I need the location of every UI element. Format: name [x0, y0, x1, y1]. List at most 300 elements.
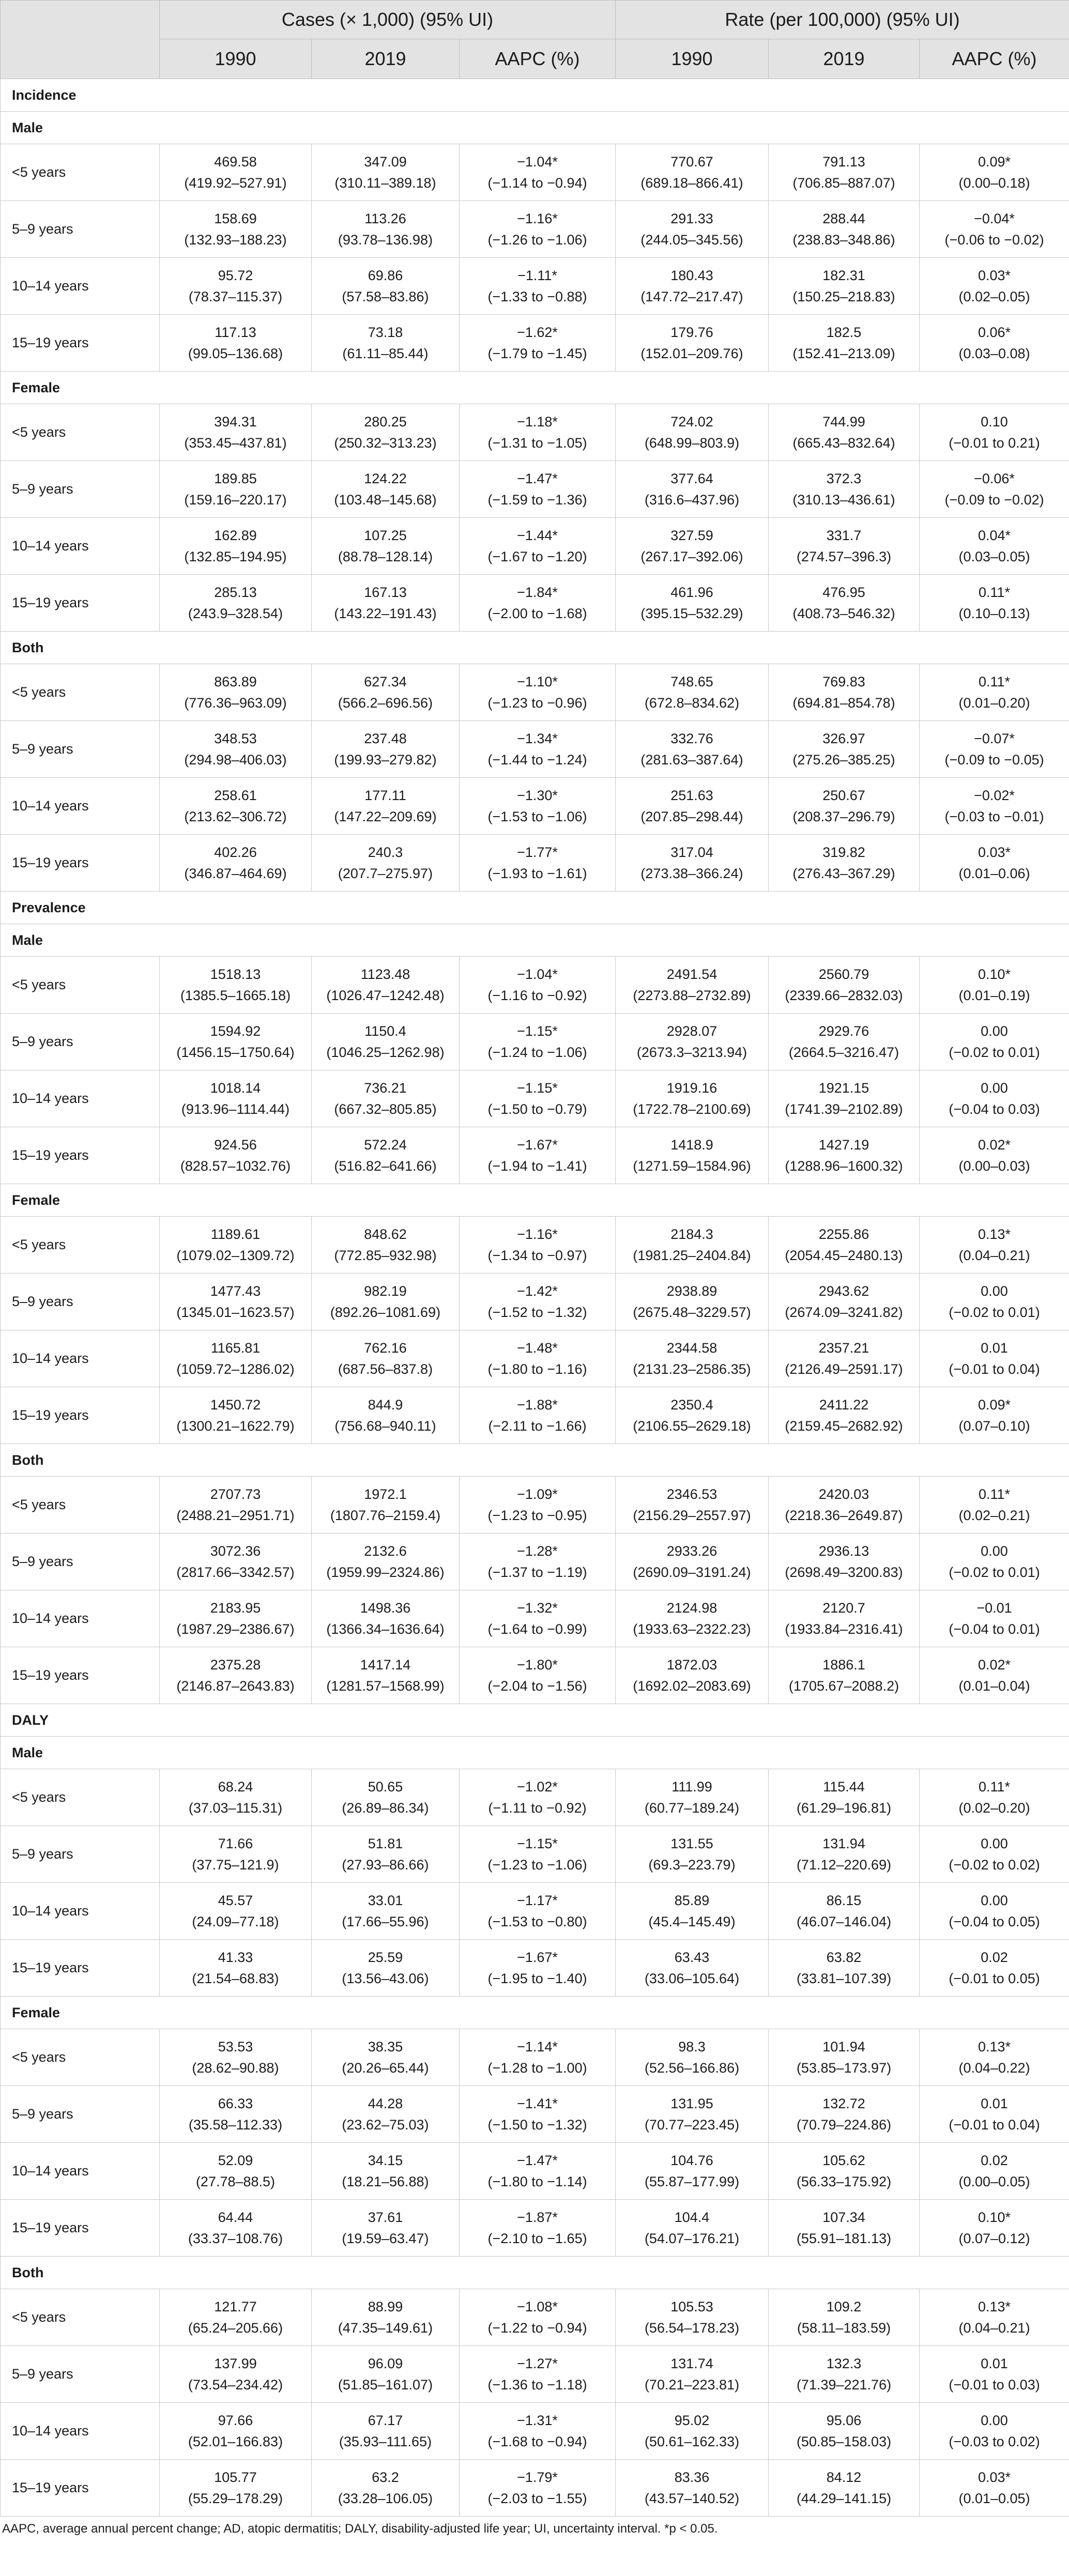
point-estimate: 137.99 — [214, 2355, 257, 2371]
uncertainty-interval: (71.39–221.76) — [796, 2376, 892, 2393]
value-cell — [920, 518, 1069, 575]
point-estimate: 736.21 — [364, 1080, 407, 1096]
point-estimate: 2346.53 — [666, 1486, 717, 1502]
table-row — [1, 2200, 1069, 2257]
uncertainty-interval: (43.57–140.52) — [644, 2490, 740, 2506]
point-estimate: 0.09* — [978, 154, 1011, 170]
value-cell — [160, 315, 312, 372]
uncertainty-interval: (2131.23–2586.35) — [633, 1361, 751, 1377]
uncertainty-interval: (17.66–55.96) — [342, 1913, 429, 1929]
uncertainty-interval: (353.45–437.81) — [184, 435, 287, 451]
uncertainty-interval: (0.02–0.20) — [958, 1800, 1030, 1816]
value-cell — [312, 1127, 460, 1184]
point-estimate: 2928.07 — [666, 1023, 717, 1039]
point-estimate: 288.44 — [822, 210, 865, 226]
value-cell — [769, 461, 920, 518]
value-cell — [920, 2460, 1069, 2517]
point-estimate: 1189.61 — [210, 1226, 261, 1242]
table-row — [1, 1477, 1069, 1534]
subheader-cases-aapc: AAPC (%) — [460, 39, 616, 79]
value-cell — [616, 1769, 769, 1826]
point-estimate: 67.17 — [368, 2412, 403, 2428]
point-estimate: 2120.7 — [822, 1600, 865, 1616]
value-cell — [920, 1647, 1069, 1704]
value-cell — [616, 461, 769, 518]
value-cell — [616, 1014, 769, 1070]
age-label: 15–19 years — [1, 1127, 160, 1184]
value-cell — [160, 2086, 312, 2143]
uncertainty-interval: (28.62–90.88) — [192, 2060, 279, 2076]
uncertainty-interval: (1705.67–2088.2) — [788, 1678, 899, 1694]
table-row — [1, 1217, 1069, 1274]
point-estimate: 0.02* — [978, 1137, 1011, 1153]
value-cell — [160, 201, 312, 258]
uncertainty-interval: (56.54–178.23) — [644, 2320, 740, 2336]
point-estimate: 105.53 — [670, 2298, 713, 2314]
point-estimate: −1.14* — [517, 2038, 558, 2054]
value-cell — [920, 1826, 1069, 1883]
uncertainty-interval: (18.21–56.88) — [342, 2173, 429, 2189]
value-cell — [616, 1647, 769, 1704]
value-cell — [769, 1070, 920, 1127]
age-label: 10–14 years — [1, 1070, 160, 1127]
point-estimate: 0.13* — [978, 2038, 1011, 2054]
point-estimate: 96.09 — [368, 2355, 403, 2371]
point-estimate: 1477.43 — [210, 1283, 261, 1299]
uncertainty-interval: (−1.26 to −1.06) — [487, 232, 587, 248]
value-cell — [460, 1014, 616, 1070]
value-cell — [920, 1274, 1069, 1330]
value-cell — [160, 664, 312, 721]
value-cell — [920, 2086, 1069, 2143]
point-estimate: 0.13* — [978, 1226, 1011, 1242]
uncertainty-interval: (687.56–837.8) — [338, 1361, 433, 1377]
uncertainty-interval: (51.85–161.07) — [338, 2376, 433, 2393]
point-estimate: 53.53 — [218, 2038, 253, 2054]
value-cell — [920, 404, 1069, 461]
point-estimate: 0.00 — [981, 2412, 1008, 2428]
point-estimate: 2491.54 — [666, 966, 717, 982]
point-estimate: −1.77* — [517, 844, 558, 860]
uncertainty-interval: (52.56–166.86) — [644, 2060, 740, 2076]
value-cell — [312, 664, 460, 721]
value-cell — [616, 2289, 769, 2346]
value-cell — [460, 575, 616, 632]
point-estimate: 1518.13 — [210, 966, 261, 982]
point-estimate: 113.26 — [364, 210, 406, 226]
group-row — [1, 924, 1069, 957]
point-estimate: 131.94 — [822, 1835, 865, 1851]
age-label: 15–19 years — [1, 2460, 160, 2517]
value-cell — [460, 518, 616, 575]
uncertainty-interval: (58.11–183.59) — [797, 2320, 891, 2336]
table-row — [1, 2289, 1069, 2346]
table-row — [1, 721, 1069, 778]
uncertainty-interval: (−0.01 to 0.21) — [949, 435, 1040, 451]
uncertainty-interval: (1959.99–2324.86) — [326, 1564, 445, 1580]
point-estimate: 240.3 — [368, 844, 403, 860]
point-estimate: 104.4 — [674, 2209, 710, 2225]
age-label: 10–14 years — [1, 2143, 160, 2200]
uncertainty-interval: (0.03–0.05) — [958, 548, 1030, 564]
point-estimate: −1.15* — [517, 1080, 558, 1096]
uncertainty-interval: (2126.49–2591.17) — [785, 1361, 903, 1377]
point-estimate: 45.57 — [218, 1892, 253, 1908]
group-label: Both — [1, 1444, 1069, 1477]
point-estimate: 107.25 — [364, 527, 407, 543]
table-row — [1, 2460, 1069, 2517]
point-estimate: −1.09* — [517, 1486, 558, 1502]
point-estimate: 73.18 — [368, 324, 403, 340]
table-row — [1, 144, 1069, 201]
point-estimate: 348.53 — [214, 730, 257, 746]
value-cell — [312, 1826, 460, 1883]
table-row — [1, 1826, 1069, 1883]
value-cell — [769, 2029, 920, 2086]
value-cell — [616, 2460, 769, 2517]
age-label: <5 years — [1, 664, 160, 721]
point-estimate: −1.15* — [517, 1023, 558, 1039]
uncertainty-interval: (21.54–68.83) — [192, 1970, 279, 1986]
value-cell — [920, 2143, 1069, 2200]
value-cell — [769, 2403, 920, 2460]
section-label: Prevalence — [1, 892, 1069, 924]
uncertainty-interval: (−2.11 to −1.66) — [488, 1418, 587, 1434]
value-cell — [312, 1534, 460, 1590]
point-estimate: 2936.13 — [818, 1543, 869, 1559]
point-estimate: 63.2 — [372, 2469, 399, 2485]
uncertainty-interval: (1366.34–1636.64) — [326, 1621, 445, 1637]
uncertainty-interval: (−0.02 to 0.01) — [949, 1564, 1040, 1580]
uncertainty-interval: (−1.95 to −1.40) — [487, 1970, 587, 1986]
value-cell — [769, 1940, 920, 1997]
point-estimate: 2411.22 — [819, 1397, 869, 1413]
point-estimate: 2943.62 — [818, 1283, 869, 1299]
uncertainty-interval: (152.41–213.09) — [792, 345, 895, 361]
point-estimate: −1.47* — [517, 470, 558, 486]
point-estimate: 68.24 — [218, 1778, 253, 1795]
age-label: 15–19 years — [1, 575, 160, 632]
value-cell — [160, 2346, 312, 2403]
point-estimate: 83.36 — [674, 2469, 710, 2485]
point-estimate: 162.89 — [214, 527, 257, 543]
group-label: Female — [1, 372, 1069, 404]
uncertainty-interval: (−1.33 to −0.88) — [487, 288, 587, 304]
point-estimate: 2183.95 — [210, 1600, 261, 1616]
value-cell — [616, 1477, 769, 1534]
uncertainty-interval: (−1.14 to −0.94) — [487, 175, 587, 191]
point-estimate: 317.04 — [670, 844, 713, 860]
value-cell — [160, 144, 312, 201]
value-cell — [160, 1883, 312, 1940]
age-label: <5 years — [1, 404, 160, 461]
value-cell — [769, 1769, 920, 1826]
point-estimate: 0.03* — [978, 844, 1011, 860]
point-estimate: 1972.1 — [364, 1486, 407, 1502]
group-row — [1, 2257, 1069, 2289]
point-estimate: −1.80* — [517, 1657, 558, 1673]
uncertainty-interval: (57.58–83.86) — [342, 288, 429, 304]
uncertainty-interval: (−0.01 to 0.05) — [949, 1970, 1040, 1986]
value-cell — [460, 1940, 616, 1997]
value-cell — [616, 1534, 769, 1590]
point-estimate: −1.16* — [517, 1226, 558, 1242]
value-cell — [616, 1883, 769, 1940]
table-row — [1, 1769, 1069, 1826]
header-blank-cell — [1, 1, 160, 79]
point-estimate: −0.01 — [976, 1600, 1012, 1616]
point-estimate: −0.02* — [974, 787, 1015, 803]
uncertainty-interval: (−1.11 to −0.92) — [488, 1800, 587, 1816]
uncertainty-interval: (2698.49–3200.83) — [785, 1564, 903, 1580]
value-cell — [616, 2029, 769, 2086]
uncertainty-interval: (0.04–0.21) — [958, 1247, 1030, 1263]
uncertainty-interval: (213.62–306.72) — [184, 808, 287, 824]
table-row — [1, 957, 1069, 1014]
uncertainty-interval: (−2.00 to −1.68) — [487, 605, 587, 621]
value-cell — [312, 1940, 460, 1997]
point-estimate: 111.99 — [671, 1778, 712, 1795]
age-label: 10–14 years — [1, 2403, 160, 2460]
point-estimate: 319.82 — [822, 844, 865, 860]
value-cell — [460, 1826, 616, 1883]
group-label: Both — [1, 632, 1069, 664]
age-label: 5–9 years — [1, 721, 160, 778]
point-estimate: 51.81 — [368, 1835, 403, 1851]
point-estimate: 627.34 — [364, 673, 407, 689]
value-cell — [920, 315, 1069, 372]
point-estimate: 0.06* — [978, 324, 1011, 340]
point-estimate: 104.76 — [670, 2152, 713, 2168]
uncertainty-interval: (54.07–176.21) — [644, 2230, 740, 2246]
uncertainty-interval: (667.32–805.85) — [334, 1101, 437, 1117]
header-rate: Rate (per 100,000) (95% UI) — [616, 1, 1069, 39]
uncertainty-interval: (−0.04 to 0.03) — [949, 1101, 1040, 1117]
point-estimate: 0.01 — [981, 2355, 1008, 2371]
point-estimate: −1.10* — [517, 673, 558, 689]
point-estimate: −1.11* — [517, 267, 557, 283]
point-estimate: −1.32* — [517, 1600, 558, 1616]
uncertainty-interval: (2690.09–3191.24) — [633, 1564, 751, 1580]
value-cell — [769, 1217, 920, 1274]
point-estimate: 251.63 — [670, 787, 713, 803]
value-cell — [616, 835, 769, 892]
point-estimate: 331.7 — [826, 527, 862, 543]
point-estimate: −1.27* — [517, 2355, 558, 2371]
value-cell — [616, 778, 769, 835]
table-row — [1, 1387, 1069, 1444]
uncertainty-interval: (−0.02 to 0.01) — [949, 1044, 1040, 1060]
uncertainty-interval: (2817.66–3342.57) — [176, 1564, 295, 1580]
uncertainty-interval: (1059.72–1286.02) — [176, 1361, 295, 1377]
value-cell — [920, 2200, 1069, 2257]
point-estimate: −1.04* — [517, 154, 558, 170]
value-cell — [616, 2403, 769, 2460]
uncertainty-interval: (0.00–0.05) — [958, 2173, 1030, 2189]
age-label: <5 years — [1, 1477, 160, 1534]
age-label: 5–9 years — [1, 1014, 160, 1070]
group-row — [1, 1184, 1069, 1217]
value-cell — [460, 2403, 616, 2460]
value-cell — [312, 1590, 460, 1647]
value-cell — [460, 835, 616, 892]
table-row — [1, 835, 1069, 892]
point-estimate: −1.31* — [517, 2412, 558, 2428]
point-estimate: −1.28* — [517, 1543, 558, 1559]
age-label: <5 years — [1, 1217, 160, 1274]
point-estimate: 131.95 — [670, 2095, 713, 2111]
point-estimate: 327.59 — [670, 527, 713, 543]
uncertainty-interval: (566.2–696.56) — [338, 695, 433, 711]
age-label: <5 years — [1, 2029, 160, 2086]
value-cell — [160, 1647, 312, 1704]
uncertainty-interval: (346.87–464.69) — [184, 865, 287, 881]
point-estimate: −1.47* — [517, 2152, 558, 2168]
value-cell — [160, 1330, 312, 1387]
point-estimate: 63.43 — [674, 1949, 710, 1965]
point-estimate: 66.33 — [218, 2095, 253, 2111]
uncertainty-interval: (−0.03 to −0.01) — [944, 808, 1044, 824]
value-cell — [460, 201, 616, 258]
uncertainty-interval: (−1.67 to −1.20) — [487, 548, 587, 564]
point-estimate: −1.02* — [517, 1778, 558, 1795]
uncertainty-interval: (−1.50 to −1.32) — [487, 2117, 587, 2133]
point-estimate: 844.9 — [368, 1397, 403, 1413]
uncertainty-interval: (−1.36 to −1.18) — [487, 2376, 587, 2393]
point-estimate: 95.02 — [674, 2412, 710, 2428]
uncertainty-interval: (2664.5–3216.47) — [788, 1044, 899, 1060]
point-estimate: 1427.19 — [818, 1137, 869, 1153]
uncertainty-interval: (23.62–75.03) — [342, 2117, 429, 2133]
uncertainty-interval: (−1.79 to −1.45) — [487, 345, 587, 361]
value-cell — [769, 721, 920, 778]
value-cell — [616, 315, 769, 372]
value-cell — [920, 1330, 1069, 1387]
point-estimate: 33.01 — [368, 1892, 403, 1908]
uncertainty-interval: (1722.78–2100.69) — [633, 1101, 751, 1117]
value-cell — [769, 2289, 920, 2346]
age-label: 15–19 years — [1, 1647, 160, 1704]
point-estimate: 131.74 — [670, 2355, 713, 2371]
point-estimate: 326.97 — [822, 730, 865, 746]
value-cell — [160, 957, 312, 1014]
uncertainty-interval: (−0.09 to −0.05) — [944, 752, 1044, 768]
value-cell — [312, 1769, 460, 1826]
point-estimate: −1.62* — [517, 324, 558, 340]
uncertainty-interval: (61.11–85.44) — [342, 345, 429, 361]
value-cell — [460, 2200, 616, 2257]
uncertainty-interval: (1271.59–1584.96) — [633, 1158, 751, 1174]
value-cell — [160, 1127, 312, 1184]
value-cell — [160, 1070, 312, 1127]
uncertainty-interval: (207.7–275.97) — [338, 865, 433, 881]
value-cell — [312, 2460, 460, 2517]
value-cell — [920, 1590, 1069, 1647]
uncertainty-interval: (1933.63–2322.23) — [633, 1621, 751, 1637]
uncertainty-interval: (−1.94 to −1.41) — [487, 1158, 587, 1174]
point-estimate: 0.02* — [978, 1657, 1011, 1673]
value-cell — [920, 2403, 1069, 2460]
uncertainty-interval: (1981.25–2404.84) — [633, 1247, 751, 1263]
uncertainty-interval: (−1.50 to −0.79) — [487, 1101, 587, 1117]
point-estimate: −0.06* — [974, 470, 1015, 486]
value-cell — [920, 201, 1069, 258]
uncertainty-interval: (37.03–115.31) — [188, 1800, 283, 1816]
value-cell — [460, 2346, 616, 2403]
point-estimate: 95.06 — [826, 2412, 862, 2428]
subheader-rate-aapc: AAPC (%) — [920, 39, 1069, 79]
uncertainty-interval: (−2.03 to −1.55) — [487, 2490, 587, 2506]
value-cell — [769, 1647, 920, 1704]
point-estimate: 3072.36 — [210, 1543, 261, 1559]
value-cell — [769, 518, 920, 575]
table-row — [1, 518, 1069, 575]
uncertainty-interval: (238.83–348.86) — [792, 232, 895, 248]
uncertainty-interval: (2674.09–3241.82) — [785, 1304, 903, 1320]
value-cell — [312, 1274, 460, 1330]
uncertainty-interval: (1288.96–1600.32) — [785, 1158, 903, 1174]
value-cell — [160, 518, 312, 575]
value-cell — [616, 2346, 769, 2403]
point-estimate: −1.79* — [517, 2469, 558, 2485]
uncertainty-interval: (1026.47–1242.48) — [326, 987, 445, 1003]
group-row — [1, 632, 1069, 664]
age-label: 15–19 years — [1, 315, 160, 372]
value-cell — [160, 2143, 312, 2200]
table-row — [1, 1070, 1069, 1127]
value-cell — [312, 2346, 460, 2403]
uncertainty-interval: (648.99–803.9) — [644, 435, 740, 451]
uncertainty-interval: (913.96–1114.44) — [181, 1101, 290, 1117]
uncertainty-interval: (1933.84–2316.41) — [785, 1621, 903, 1637]
uncertainty-interval: (1807.76–2159.4) — [330, 1507, 441, 1523]
value-cell — [769, 1590, 920, 1647]
point-estimate: 0.09* — [978, 1397, 1011, 1413]
table-row — [1, 1940, 1069, 1997]
point-estimate: −0.04* — [974, 210, 1015, 226]
point-estimate: 2344.58 — [666, 1340, 717, 1356]
point-estimate: 158.69 — [214, 210, 257, 226]
point-estimate: 105.62 — [822, 2152, 865, 2168]
uncertainty-interval: (−0.04 to 0.05) — [949, 1913, 1040, 1929]
value-cell — [769, 1883, 920, 1940]
section-row — [1, 892, 1069, 924]
section-row — [1, 79, 1069, 112]
uncertainty-interval: (−0.01 to 0.03) — [949, 2376, 1040, 2393]
point-estimate: 291.33 — [670, 210, 713, 226]
uncertainty-interval: (294.98–406.03) — [184, 752, 287, 768]
uncertainty-interval: (65.24–205.66) — [188, 2320, 283, 2336]
value-cell — [920, 1940, 1069, 1997]
point-estimate: 0.10 — [981, 413, 1008, 430]
value-cell — [616, 518, 769, 575]
uncertainty-interval: (71.12–220.69) — [796, 1857, 892, 1873]
value-cell — [460, 1883, 616, 1940]
point-estimate: 132.3 — [826, 2355, 862, 2371]
uncertainty-interval: (1079.02–1309.72) — [176, 1247, 295, 1263]
value-cell — [920, 1477, 1069, 1534]
uncertainty-interval: (0.01–0.05) — [958, 2490, 1030, 2506]
point-estimate: −1.87* — [517, 2209, 558, 2225]
point-estimate: 179.76 — [670, 324, 713, 340]
subheader-rate-1990: 1990 — [616, 39, 769, 79]
group-row — [1, 112, 1069, 144]
value-cell — [312, 2403, 460, 2460]
point-estimate: 2132.6 — [364, 1543, 407, 1559]
uncertainty-interval: (0.01–0.20) — [958, 695, 1030, 711]
group-label: Male — [1, 924, 1069, 957]
value-cell — [312, 2200, 460, 2257]
